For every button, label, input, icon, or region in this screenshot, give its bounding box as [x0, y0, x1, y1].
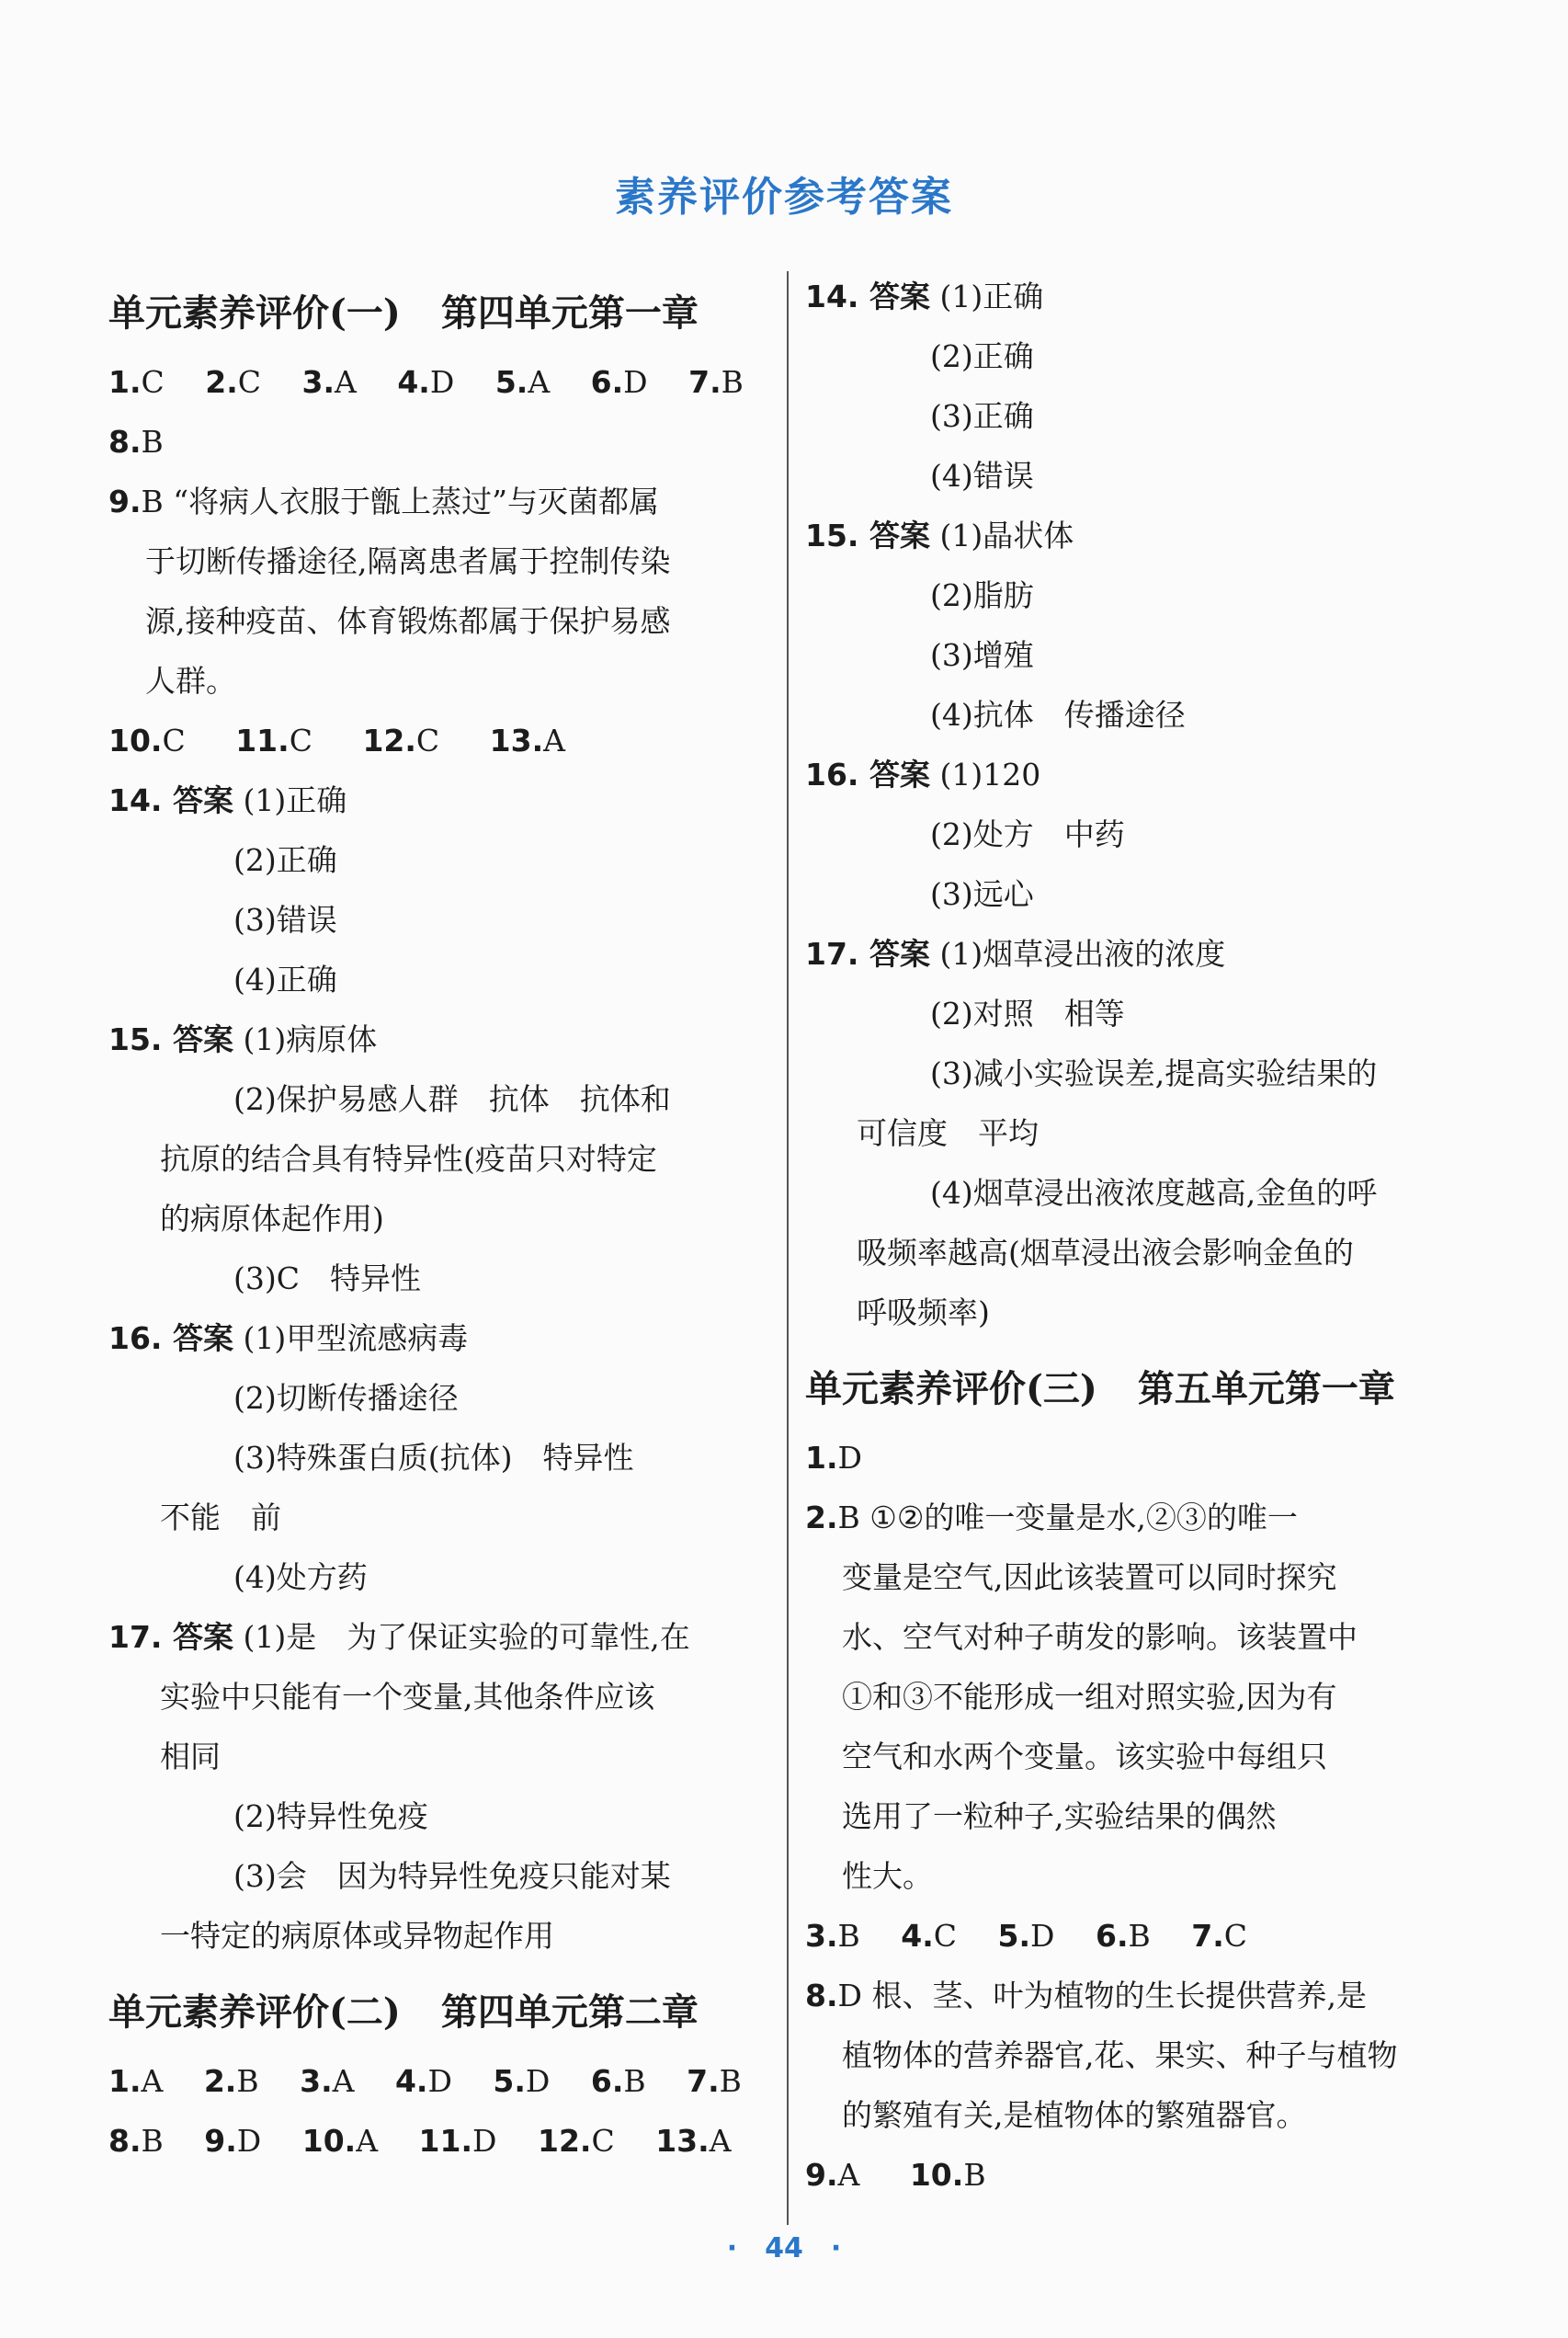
- answer-line: (3)增殖: [930, 637, 1034, 673]
- column-divider: [787, 271, 789, 2225]
- answer-line: 16. 答案 (1)甲型流感病毒: [108, 1320, 469, 1356]
- answer-line: 于切断传播途径,隔离患者属于控制传染: [145, 543, 671, 579]
- section-heading-1: 单元素养评价(一) 第四单元第一章: [108, 291, 699, 335]
- answer-line: (4)处方药: [233, 1559, 368, 1595]
- answer-line: 抗原的结合具有特异性(疫苗只对特定: [160, 1141, 657, 1177]
- answer-line: (4)抗体 传播途径: [930, 697, 1186, 733]
- answer-line: 10.C 11.C 12.C 13.A: [108, 723, 565, 758]
- answer-line: (4)烟草浸出液浓度越高,金鱼的呼: [930, 1175, 1378, 1211]
- answer-line: (2)特异性免疫: [233, 1798, 428, 1834]
- answer-line: 源,接种疫苗、体育锻炼都属于保护易感: [145, 603, 671, 639]
- answer-line: (2)正确: [930, 338, 1034, 374]
- section-heading-2: 单元素养评价(二) 第四单元第二章: [108, 1990, 699, 2034]
- answer-line: 9.B “将病人衣服于甑上蒸过”与灭菌都属: [108, 484, 659, 519]
- answer-line: 3.B 4.C 5.D 6.B 7.C: [805, 1918, 1247, 1954]
- answer-line: 不能 前: [160, 1500, 281, 1535]
- answer-line: (2)对照 相等: [930, 996, 1125, 1032]
- answer-line: 变量是空气,因此该装置可以同时探究: [842, 1559, 1337, 1595]
- page-number: · 44 ·: [726, 2232, 842, 2264]
- page-title: 素养评价参考答案: [615, 174, 953, 221]
- answer-line: (2)正确: [233, 842, 337, 878]
- answer-line: 17. 答案 (1)烟草浸出液的浓度: [805, 936, 1226, 972]
- answer-line: (3)错误: [233, 902, 337, 938]
- answer-line: (2)保护易感人群 抗体 抗体和: [233, 1081, 671, 1117]
- answer-line: ①和③不能形成一组对照实验,因为有: [842, 1679, 1337, 1715]
- answer-line: 9.A 10.B: [805, 2157, 986, 2193]
- answer-line: 1.D: [805, 1440, 862, 1476]
- answer-line: (3)远心: [930, 876, 1034, 912]
- answer-line: 水、空气对种子萌发的影响。该装置中: [842, 1619, 1358, 1655]
- answer-line: 14. 答案 (1)正确: [805, 279, 1044, 314]
- answer-line: 选用了一粒种子,实验结果的偶然: [842, 1798, 1277, 1834]
- answer-line: 的繁殖有关,是植物体的繁殖器官。: [842, 2097, 1307, 2133]
- answer-line: 实验中只能有一个变量,其他条件应该: [160, 1679, 655, 1715]
- answer-line: 可信度 平均: [857, 1115, 1039, 1151]
- answer-line: 呼吸频率): [857, 1294, 990, 1330]
- answer-line: 的病原体起作用): [160, 1201, 384, 1237]
- answer-line: 16. 答案 (1)120: [805, 757, 1041, 793]
- section-heading-3: 单元素养评价(三) 第五单元第一章: [805, 1367, 1395, 1410]
- left-column: [108, 267, 772, 2171]
- answer-line: 15. 答案 (1)病原体: [108, 1021, 378, 1057]
- answer-line: (2)处方 中药: [930, 816, 1125, 852]
- answer-line: (4)错误: [930, 458, 1034, 494]
- answer-line: 17. 答案 (1)是 为了保证实验的可靠性,在: [108, 1619, 690, 1655]
- answer-line: 1.C 2.C 3.A 4.D 5.A 6.D 7.B: [108, 364, 744, 400]
- answer-line: 14. 答案 (1)正确: [108, 782, 347, 818]
- right-column: [805, 267, 1463, 2205]
- answer-line: 8.B: [108, 424, 164, 460]
- answer-line: 空气和水两个变量。该实验中每组只: [842, 1739, 1327, 1774]
- answer-line: (2)脂肪: [930, 577, 1034, 613]
- answer-line: 人群。: [145, 663, 236, 699]
- answer-line: (3)C 特异性: [233, 1260, 421, 1296]
- answer-line: (4)正确: [233, 962, 337, 998]
- answer-line: 8.B 9.D 10.A 11.D 12.C 13.A: [108, 2123, 732, 2159]
- answer-line: (2)切断传播途径: [233, 1380, 459, 1416]
- answer-line: 2.B ①②的唯一变量是水,②③的唯一: [805, 1500, 1298, 1535]
- answer-line: 吸频率越高(烟草浸出液会影响金鱼的: [857, 1235, 1354, 1271]
- answer-line: 植物体的营养器官,花、果实、种子与植物: [842, 2037, 1398, 2073]
- answer-line: 15. 答案 (1)晶状体: [805, 518, 1074, 553]
- answer-line: (3)特殊蛋白质(抗体) 特异性: [233, 1440, 634, 1476]
- answer-line: 一特定的病原体或异物起作用: [160, 1918, 554, 1954]
- answer-line: (3)会 因为特异性免疫只能对某: [233, 1858, 671, 1894]
- answer-line: 1.A 2.B 3.A 4.D 5.D 6.B 7.B: [108, 2063, 742, 2099]
- answer-line: 相同: [160, 1739, 221, 1774]
- answer-line: 性大。: [842, 1858, 933, 1894]
- answer-line: (3)正确: [930, 398, 1034, 434]
- answer-line: 8.D 根、茎、叶为植物的生长提供营养,是: [805, 1978, 1367, 2013]
- answer-line: (3)减小实验误差,提高实验结果的: [930, 1055, 1378, 1091]
